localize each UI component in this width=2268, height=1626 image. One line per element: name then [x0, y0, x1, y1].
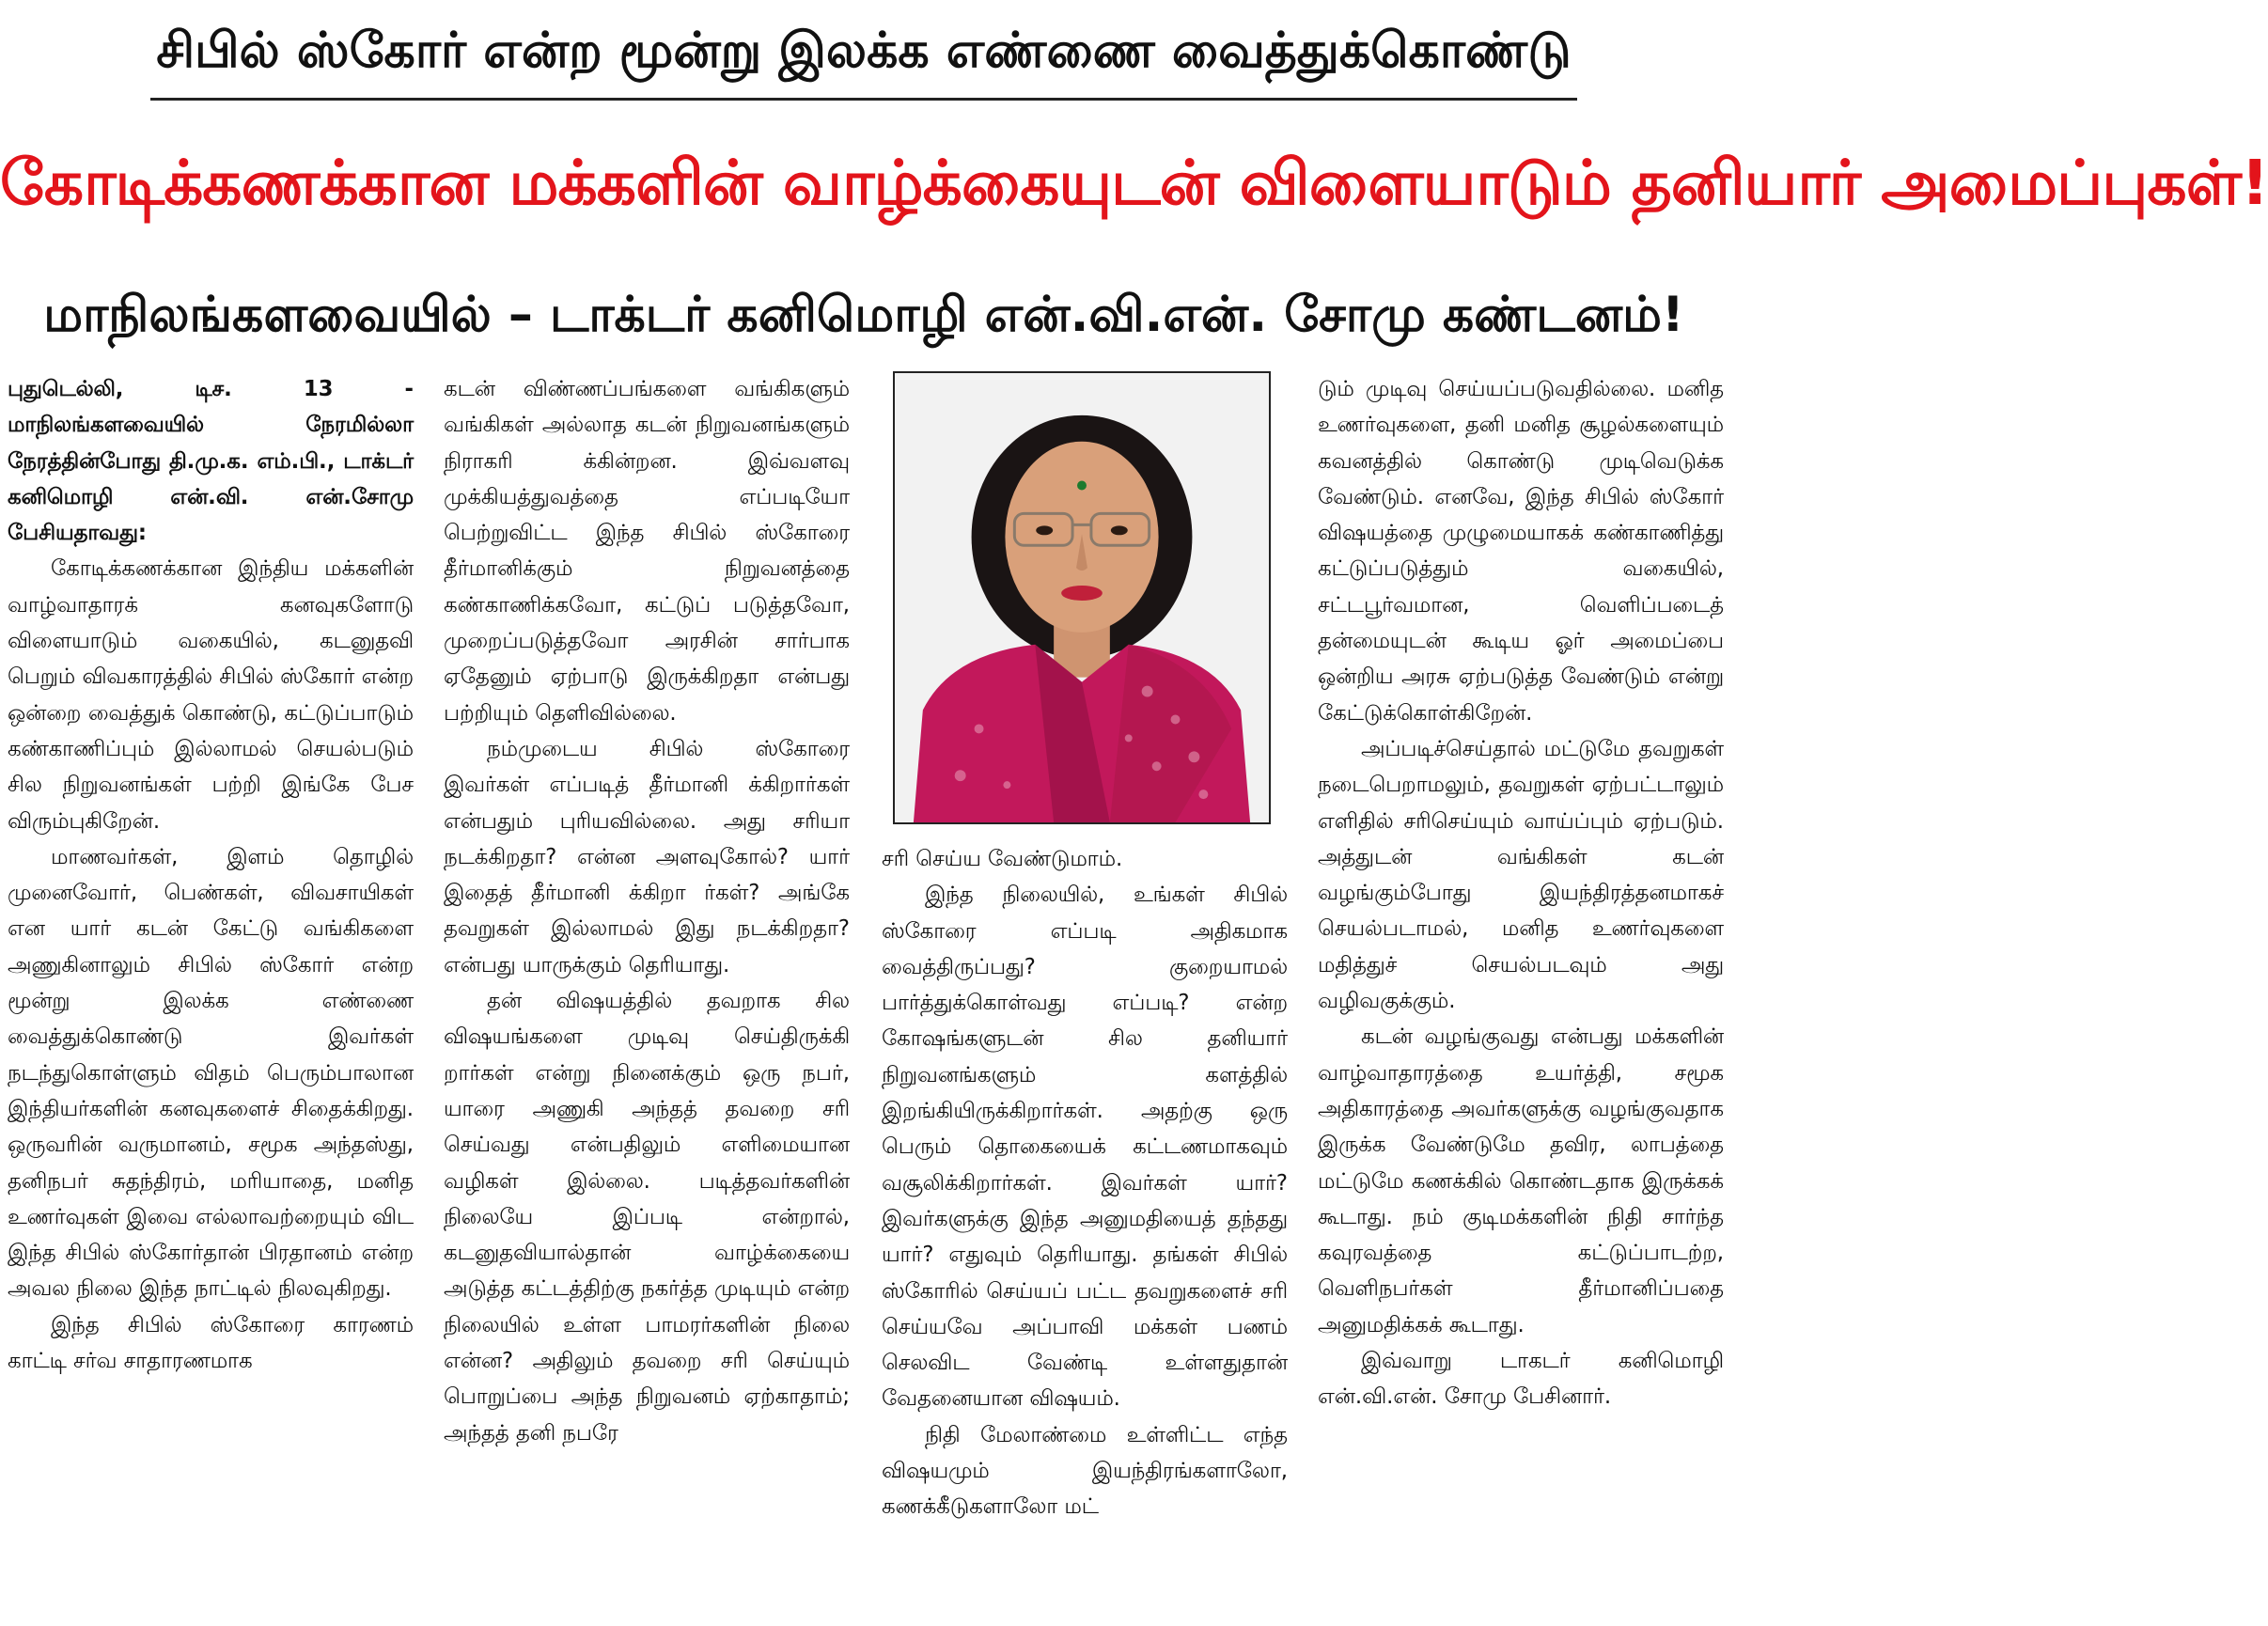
- article-column-4: [1318, 371, 1724, 1415]
- article-paragraph: இந்த நிலையில், உங்கள் சிபில் ஸ்கோரை எப்படி அதிகமாக வைத்திருப்பது? குறையாமல் பார்த்துக்கொள்வது எப்படி? என்ற கோஷங்களுடன் சில தனியார் நிறுவனங்களும் களத்தில் இறங்கியிருக்கிறார்கள். அதற்கு ஒரு பெரும் தொகையைக் கட்டணமாகவும் வசூலிக்கிறார்கள். இவர்கள் யார்? இவர்களுக்கு இந்த அனுமதியைத் தந்தது யார்? எதுவும் தெரியாது. தங்கள் சிபில் ஸ்கோரில் செய்யப் பட்ட தவறுகளைச் சரி செய்யவே அப்பாவி மக்கள் பணம் செலவிட வேண்டி உள்ளதுதான் வேதனையான விஷயம்.: [882, 883, 1288, 1412]
- portrait-photo-icon: [895, 373, 1269, 822]
- article-paragraph: கடன் விண்ணப்பங்களை வங்கிகளும் வங்கிகள் அல்லாத கடன் நிறுவனங்களும் நிராகரி க்கின்றன. இவ்வளவு முக்கியத்துவத்தை எப்படியோ பெற்றுவிட்ட இந்த சிபில் ஸ்கோரை தீர்மானிக்கும் நிறுவனத்தை கண்காணிக்கவோ, கட்டுப் படுத்தவோ, முறைப்படுத்தவோ அரசின் சார்பாக ஏதேனும் ஏற்பாடு இருக்கிறதா என்பது பற்றியும் தெளிவில்லை.: [444, 377, 850, 726]
- article-paragraph: நம்முடைய சிபில் ஸ்கோரை இவர்கள் எப்படித் தீர்மானி க்கிறார்கள் என்பதும் புரியவில்லை. அது சரியா நடக்கிறதா? என்ன அளவுகோல்? யார் இதைத் தீர்மானி க்கிறா ர்கள்? அங்கே தவறுகள் இல்லாமல் இது நடக்கிறதா? என்பது யாருக்கும் தெரியாது.: [444, 736, 850, 977]
- article-paragraph: சரி செய்ய வேண்டுமாம்.: [882, 847, 1123, 871]
- main-headline: கோடிக்கணக்கான மக்களின் வாழ்க்கையுடன் விளையாடும் தனியார் அமைப்புகள்!: [0, 147, 2268, 219]
- article-column-3: [882, 841, 1288, 1525]
- divider-rule: [150, 98, 1577, 101]
- subheadline: மாநிலங்களவையில் – டாக்டர் கனிமொழி என்.வி.என். சோமு கண்டனம்!: [43, 287, 1684, 343]
- article-paragraph: தன் விஷயத்தில் தவறாக சில விஷயங்களை முடிவு செய்திருக்கி றார்கள் என்று நினைக்கும் ஒரு நபர், யாரை அணுகி அந்தத் தவறை சரி செய்வது என்பதிலும் எளிமையான வழிகள் இல்லை. படித்தவர்களின் நிலையே இப்படி என்றால், கடனுதவியால்தான் வாழ்க்கையை அடுத்த கட்டத்திற்கு நகர்த்த முடியும் என்ற நிலையில் உள்ள பாமரர்களின் நிலை என்ன? அதிலும் தவறை சரி செய்யும் பொறுப்பை அந்த நிறுவனம் ஏற்காதாம்; அந்தத் தனி நபரே: [444, 989, 850, 1446]
- portrait-photo: [893, 371, 1271, 824]
- article-paragraph: டும் முடிவு செய்யப்படுவதில்லை. மனித உணர்வுகளை, தனி மனித சூழல்களையும் கவனத்தில் கொண்டு முடிவெடுக்க வேண்டும். எனவே, இந்த சிபில் ஸ்கோர் விஷயத்தை முழுமையாகக் கண்காணித்து கட்டுப்படுத்தும் வகையில், சட்டபூர்வமான, வெளிப்படைத் தன்மையுடன் கூடிய ஓர் அமைப்பை ஒன்றிய அரசு ஏற்படுத்த வேண்டும் என்று கேட்டுக்கொள்கிறேன்.: [1318, 377, 1724, 726]
- article-column-1: [8, 371, 414, 1379]
- article-paragraph: மாணவர்கள், இளம் தொழில் முனைவோர், பெண்கள், விவசாயிகள் என யார் கடன் கேட்டு வங்கிகளை அணுகினாலும் சிபில் ஸ்கோர் என்ற மூன்று இலக்க எண்ணை வைத்துக்கொண்டு இவர்கள் நடந்துகொள்ளும் விதம் பெரும்பாலான இந்தியர்களின் கனவுகளைச் சிதைக்கிறது. ஒருவரின் வருமானம், சமூக அந்தஸ்து, தனிநபர் சுதந்திரம், மரியாதை, மனித உணர்வுகள் இவை எல்லாவற்றையும் விட இந்த சிபில் ஸ்கோர்தான் பிரதானம் என்ற அவல நிலை இந்த நாட்டில் நிலவுகிறது.: [8, 844, 414, 1302]
- article-paragraph: கோடிக்கணக்கான இந்திய மக்களின் வாழ்வாதாரக் கனவுகளோடு விளையாடும் வகையில், கடனுதவி பெறும் விவகாரத்தில் சிபில் ஸ்கோர் என்ற ஒன்றை வைத்துக் கொண்டு, கட்டுப்பாடும் கண்காணிப்பும் இல்லாமல் செயல்படும் சில நிறுவனங்கள் பற்றி இங்கே பேச விரும்புகிறேன்.: [8, 556, 414, 834]
- article-paragraph: நிதி மேலாண்மை உள்ளிட்ட எந்த விஷயமும் இயந்திரங்களாலோ, கணக்கீடுகளாலோ மட்: [882, 1422, 1288, 1520]
- article-paragraph: இந்த சிபில் ஸ்கோரை காரணம் காட்டி சர்வ சாதாரணமாக: [8, 1312, 414, 1374]
- article-column-2: [444, 371, 850, 1451]
- article-paragraph: அப்படிச்செய்தால் மட்டுமே தவறுகள் நடைபெறாமலும், தவறுகள் ஏற்பட்டாலும் எளிதில் சரிசெய்யும் வாய்ப்பும் ஏற்படும். அத்துடன் வங்கிகள் கடன் வழங்கும்போது இயந்திரத்தனமாகச் செயல்படாமல், மனித உணர்வுகளை மதித்துச் செயல்படவும் அது வழிவகுக்கும்.: [1318, 736, 1724, 1014]
- kicker-headline: சிபில் ஸ்கோர் என்ற மூன்று இலக்க எண்ணை வைத்துக்கொண்டு: [156, 23, 1572, 79]
- article-paragraph: கடன் வழங்குவது என்பது மக்களின் வாழ்வாதாரத்தை உயர்த்தி, சமூக அதிகாரத்தை அவர்களுக்கு வழங்குவதாக இருக்க வேண்டுமே தவிர, லாபத்தை மட்டுமே கணக்கில் கொண்டதாக இருக்கக் கூடாது. நம் குடிமக்களின் நிதி சார்ந்த கவுரவத்தை கட்டுப்பாடற்ற, வெளிநபர்கள் தீர்மானிப்பதை அனுமதிக்கக் கூடாது.: [1318, 1024, 1724, 1337]
- article-lead: புதுடெல்லி, டிச. 13 - மாநிலங்களவையில் நேரமில்லா நேரத்தின்போது தி.மு.க. எம்.பி., டாக்டர் கனிமொழி என்.வி. என்.சோமு பேசியதாவது:: [8, 377, 414, 546]
- article-paragraph: இவ்வாறு டாகடர் கனிமொழி என்.வி.என். சோமு பேசினார்.: [1318, 1349, 1724, 1410]
